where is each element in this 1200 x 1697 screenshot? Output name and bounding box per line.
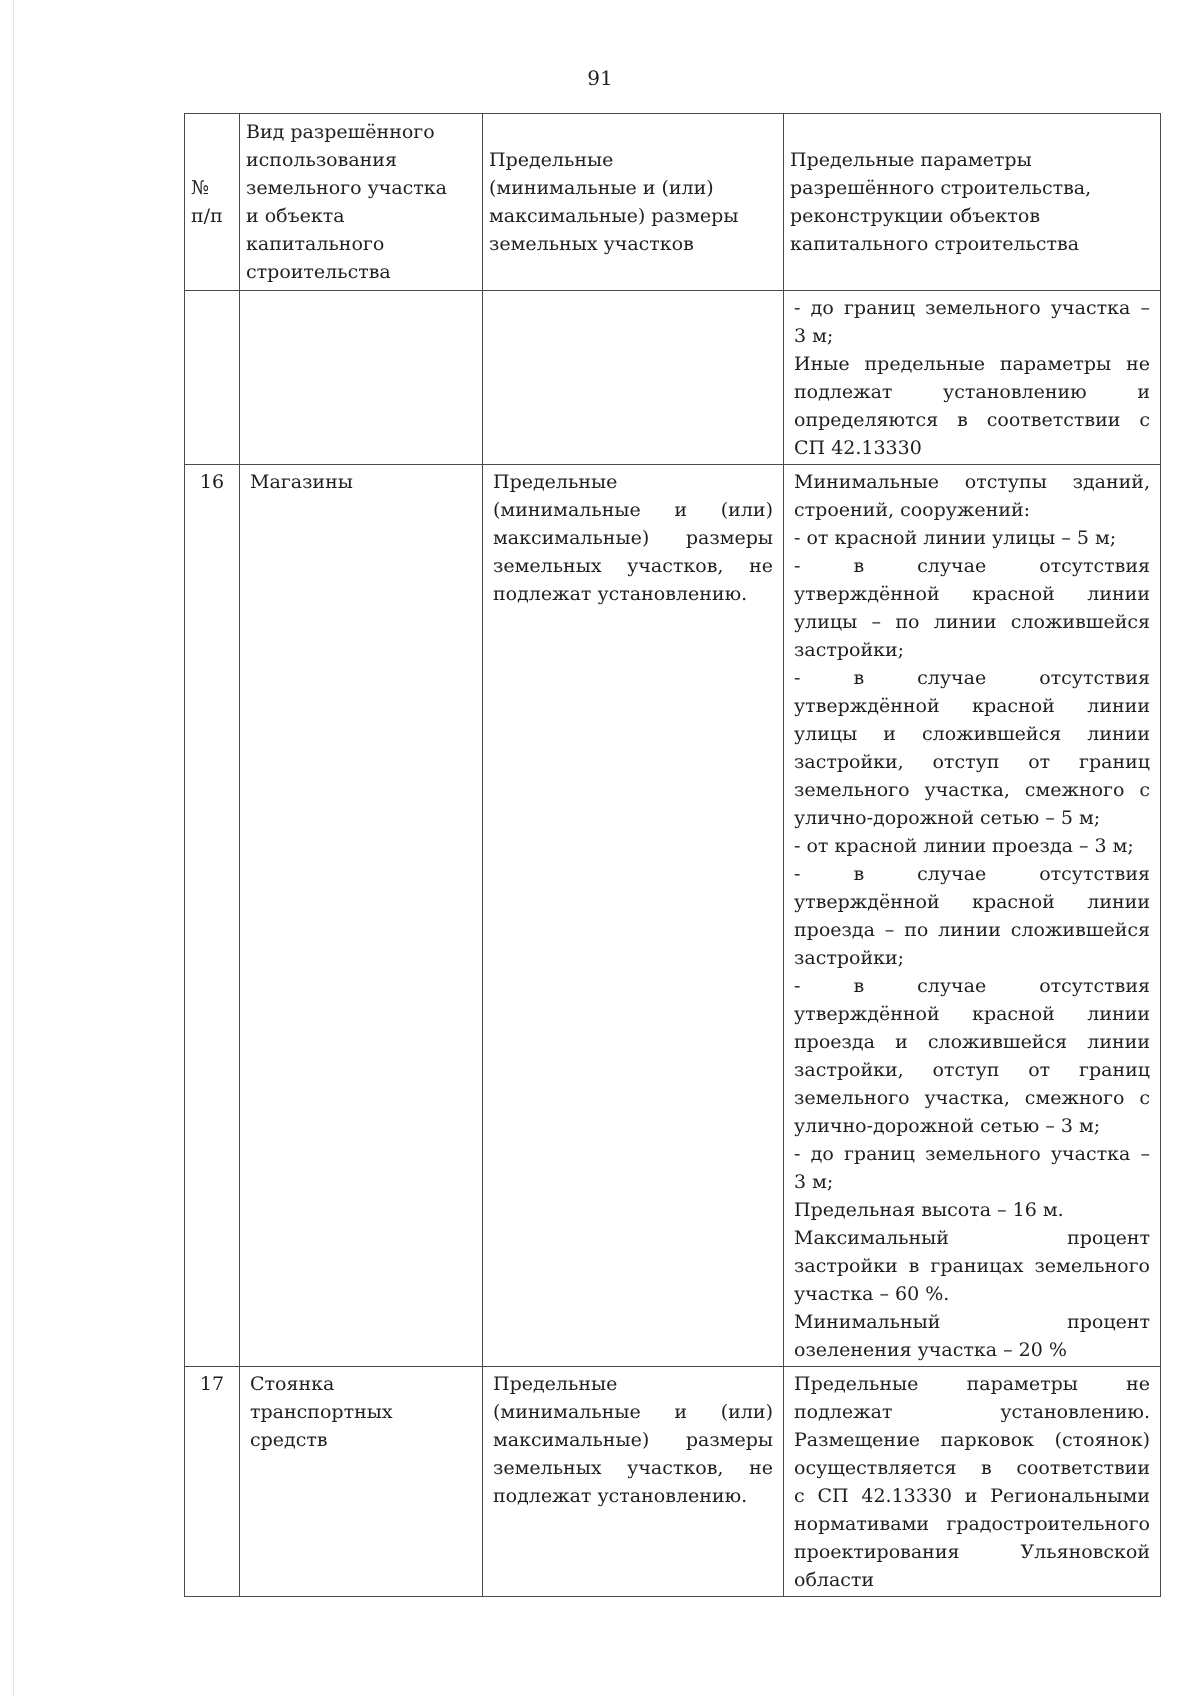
- text-line: 3 м;: [794, 325, 834, 347]
- text-line: улицы и сложившейся линии: [794, 723, 1150, 745]
- cell-use-empty: [240, 291, 483, 465]
- text-line: улично-дорожной сетью – 3 м;: [794, 1115, 1101, 1137]
- text-line: застройки в границах земельного: [794, 1255, 1150, 1277]
- text-line: реконструкции объектов: [790, 205, 1041, 227]
- text-line: и объекта: [246, 205, 345, 227]
- text-line: транспортных: [250, 1401, 393, 1423]
- text-line: разрешённого строительства,: [790, 177, 1092, 199]
- text-line: подлежат установлению.: [794, 1401, 1150, 1423]
- text-line: проектирования Ульяновской: [794, 1541, 1150, 1563]
- text-line: нормативами градостроительного: [794, 1513, 1150, 1535]
- text-line: утверждённой красной линии: [794, 695, 1150, 717]
- scan-edge-line: [13, 0, 14, 1697]
- text-line: подлежат установлению и: [794, 381, 1150, 403]
- cell-use-shops: [240, 465, 483, 1367]
- table-row-16: [185, 465, 1161, 1367]
- text-line: капитального: [246, 233, 385, 255]
- text-line: - в случае отсутствия: [794, 667, 1150, 689]
- text-line: Предельные: [493, 471, 618, 493]
- cell-number-17: 17: [185, 1367, 240, 1597]
- text-line: - в случае отсутствия: [794, 975, 1150, 997]
- text-line: использования: [246, 149, 397, 171]
- text-line: утверждённой красной линии: [794, 1003, 1150, 1025]
- text-line: №: [191, 177, 209, 199]
- text-line: земельных участков, не: [493, 555, 773, 577]
- text-line: улично-дорожной сетью – 5 м;: [794, 807, 1101, 829]
- text-line: Вид разрешённого: [246, 121, 435, 143]
- cell-size-16: [483, 465, 784, 1367]
- text-line: (минимальные и (или): [493, 499, 773, 521]
- text-line: земельного участка, смежного с: [794, 1087, 1150, 1109]
- page-number: 91: [587, 66, 613, 90]
- text-line: земельных участков: [489, 233, 694, 255]
- text-line: (минимальные и (или): [489, 177, 714, 199]
- text-line: озеленения участка – 20 %: [794, 1339, 1067, 1361]
- cell-params-16: [784, 465, 1161, 1367]
- text-line: строительства: [246, 261, 391, 283]
- text-line: земельного участка, смежного с: [794, 779, 1150, 801]
- text-line: Предельные параметры не: [794, 1373, 1150, 1395]
- text-line: - в случае отсутствия: [794, 555, 1150, 577]
- table-row-continuation: [185, 291, 1161, 465]
- header-construction-params: [784, 114, 1161, 291]
- cell-params-17: [784, 1367, 1161, 1597]
- cell-number-empty: [185, 291, 240, 465]
- cell-size-empty: [483, 291, 784, 465]
- text-line: подлежат установлению.: [493, 583, 748, 605]
- text-line: максимальные) размеры: [493, 1429, 773, 1451]
- text-line: проезда – по линии сложившейся: [794, 919, 1150, 941]
- text-line: (минимальные и (или): [493, 1401, 773, 1423]
- text-line: земельных участков, не: [493, 1457, 773, 1479]
- text-line: максимальные) размеры: [489, 205, 739, 227]
- text-line: осуществляется в соответствии: [794, 1457, 1150, 1479]
- text-line: застройки, отступ от границ: [794, 751, 1150, 773]
- text-line: - до границ земельного участка –: [794, 297, 1150, 319]
- text-line: СП 42.13330: [794, 437, 922, 459]
- text-line: Иные предельные параметры не: [794, 353, 1150, 375]
- table-row-17: [185, 1367, 1161, 1597]
- text-line: капитального строительства: [790, 233, 1080, 255]
- parameters-table: [184, 113, 1161, 1597]
- text-line: Минимальные отступы зданий,: [794, 471, 1150, 493]
- text-line: улицы – по линии сложившейся: [794, 611, 1150, 633]
- header-number: [185, 114, 240, 291]
- text-line: Максимальный процент: [794, 1227, 1150, 1249]
- text-line: - от красной линии улицы – 5 м;: [794, 527, 1117, 549]
- text-line: средств: [250, 1429, 328, 1451]
- text-line: п/п: [191, 205, 223, 227]
- text-line: с СП 42.13330 и Региональными: [794, 1485, 1150, 1507]
- text-line: 3 м;: [794, 1171, 834, 1193]
- text-line: земельного участка: [246, 177, 448, 199]
- text-line: утверждённой красной линии: [794, 891, 1150, 913]
- text-line: Магазины: [250, 471, 353, 493]
- text-line: застройки, отступ от границ: [794, 1059, 1150, 1081]
- text-line: Предельные: [493, 1373, 618, 1395]
- text-line: - в случае отсутствия: [794, 863, 1150, 885]
- text-line: определяются в соответствии с: [794, 409, 1150, 431]
- text-line: строений, сооружений:: [794, 499, 1031, 521]
- text-line: подлежат установлению.: [493, 1485, 748, 1507]
- text-line: участка – 60 %.: [794, 1283, 950, 1305]
- text-line: максимальные) размеры: [493, 527, 773, 549]
- cell-number-16: 16: [185, 465, 240, 1367]
- table-header-row: [185, 114, 1161, 291]
- text-line: Минимальный процент: [794, 1311, 1150, 1333]
- header-plot-size: [483, 114, 784, 291]
- text-line: утверждённой красной линии: [794, 583, 1150, 605]
- cell-use-parking: [240, 1367, 483, 1597]
- header-use-type: [240, 114, 483, 291]
- text-line: - до границ земельного участка –: [794, 1143, 1150, 1165]
- cell-size-17: [483, 1367, 784, 1597]
- text-line: - от красной линии проезда – 3 м;: [794, 835, 1134, 857]
- text-line: Предельные параметры: [790, 149, 1032, 171]
- text-line: застройки;: [794, 947, 905, 969]
- text-line: Размещение парковок (стоянок): [794, 1429, 1150, 1451]
- text-line: проезда и сложившейся линии: [794, 1031, 1150, 1053]
- cell-params-continuation: [784, 291, 1161, 465]
- text-line: Предельные: [489, 149, 614, 171]
- text-line: застройки;: [794, 639, 905, 661]
- text-line: области: [794, 1569, 875, 1591]
- text-line: Предельная высота – 16 м.: [794, 1199, 1064, 1221]
- text-line: Стоянка: [250, 1373, 335, 1395]
